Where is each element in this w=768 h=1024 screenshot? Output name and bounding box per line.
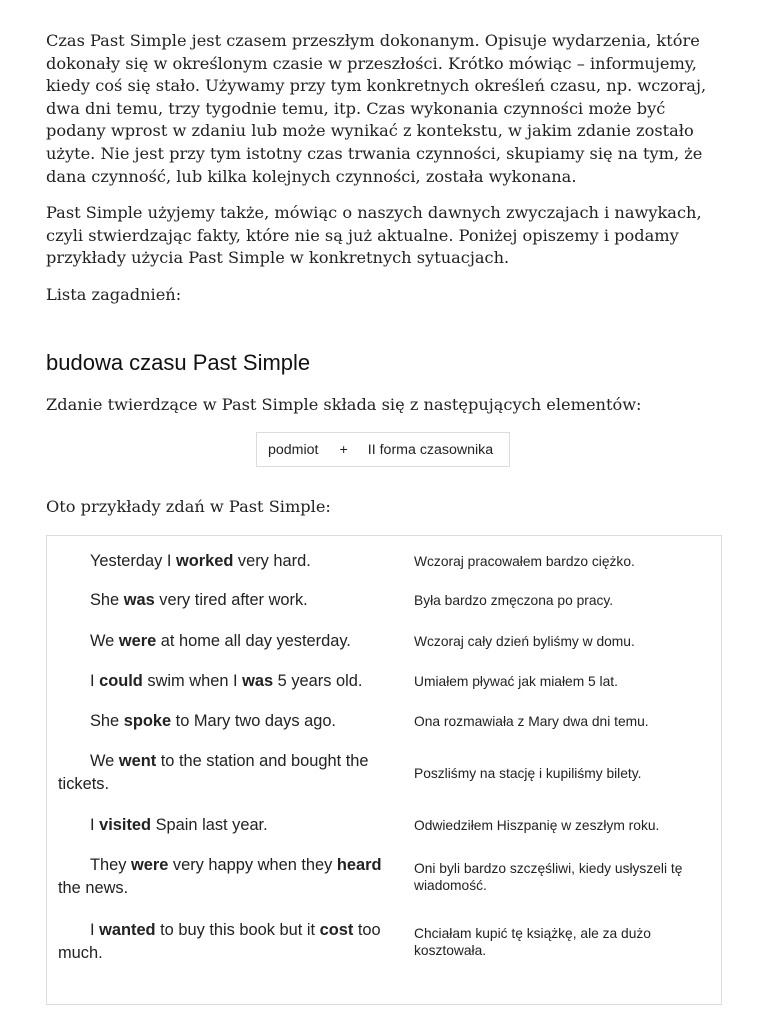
example-polish: Wczoraj cały dzień byliśmy w domu.: [414, 633, 635, 649]
example-english: [47, 814, 403, 837]
verb-highlight: were: [118, 631, 157, 650]
section-intro: Zdanie twierdzące w Past Simple składa się z następujących elementów:: [46, 395, 642, 414]
sentence-text: I: [90, 671, 100, 690]
verb-highlight: was: [123, 591, 155, 609]
example-polish: Odwiedziłem Hiszpanię w zeszłym roku.: [414, 817, 660, 833]
sentence-text: swim when I: [142, 671, 243, 690]
verb-highlight: could: [99, 671, 143, 690]
sentence-text: 5 years old.: [273, 671, 363, 690]
formula-plus: +: [339, 441, 348, 458]
verb-highlight: visited: [99, 815, 152, 834]
table-row: [47, 580, 721, 621]
sentence-text: Spain last year.: [151, 815, 268, 834]
verb-highlight: went: [118, 752, 157, 770]
sentence-text: I: [90, 815, 100, 834]
verb-highlight: were: [131, 856, 169, 874]
topic-list-label: Lista zagadnień:: [46, 284, 182, 304]
table-row: [47, 661, 721, 701]
sentence-text: We: [90, 752, 119, 770]
table-row: [47, 701, 721, 741]
sentence-text: very happy when they: [168, 856, 337, 874]
sentence-text: to the station and bought the tickets.: [58, 752, 369, 793]
sentence-text: They: [90, 856, 131, 874]
verb-highlight: wanted: [99, 921, 156, 939]
verb-highlight: heard: [336, 856, 382, 874]
sentence-text: at home all day yesterday.: [156, 631, 351, 650]
example-english: [47, 750, 403, 796]
sentence-text: very tired after work.: [154, 591, 308, 609]
example-english: [47, 854, 403, 900]
verb-highlight: was: [242, 671, 274, 690]
sentence-text: We: [90, 631, 119, 650]
sentence-text: to buy this book but it: [155, 921, 320, 939]
sentence-text: I: [90, 921, 100, 939]
sentence-text: She: [90, 711, 124, 730]
example-english: [47, 589, 403, 612]
example-english: [47, 919, 403, 965]
example-polish: Ona rozmawiała z Mary dwa dni temu.: [414, 713, 649, 729]
verb-highlight: worked: [175, 551, 234, 570]
sentence-text: very hard.: [233, 551, 311, 570]
examples-table: [46, 535, 722, 1005]
sentence-text: to Mary two days ago.: [171, 711, 336, 730]
paragraph-usage: Past Simple użyjemy także, mówiąc o naszych dawnych zwyczajach i nawykach, czyli stwierdzając fakty, które nie są już aktualne. Poniżej opiszemy i podamy przykłady użycia Past Simple w konkretnych sytuacjach.: [46, 203, 702, 268]
table-row: [47, 909, 721, 975]
verb-highlight: cost: [319, 921, 354, 939]
example-polish: Poszliśmy na stację i kupiliśmy bilety.: [414, 765, 642, 781]
formula-box: [256, 432, 510, 467]
section-heading: budowa czasu Past Simple: [46, 350, 311, 375]
verb-highlight: spoke: [123, 711, 172, 730]
formula-verb: II forma czasownika: [367, 441, 494, 458]
article-body: [46, 30, 722, 962]
examples-label: Oto przykłady zdań w Past Simple:: [46, 497, 331, 516]
example-polish: Wczoraj pracowałem bardzo ciężko.: [414, 553, 635, 569]
example-polish: Chciałam kupić tę książkę, ale za dużo kosztowała.: [414, 926, 651, 958]
paragraph-intro: Czas Past Simple jest czasem przeszłym dokonanym. Opisuje wydarzenia, które dokonały się w określonym czasie w przeszłości. Krótko mówiąc – informujemy, kiedy coś się stało. Używamy przy tym konkretnych określeń czasu, np. wczoraj, dwa dni temu, trzy tygodnie temu, itp. Czas wykonania czynności może być podany wprost w zdaniu lub może wynikać z kontekstu, w jakim zdanie zostało użyte. Nie jest przy tym istotny czas trwania czynności, skupiamy się na tym, że dana czynność, lub kilka kolejnych czynności, została wykonana.: [46, 31, 707, 186]
formula-subject: podmiot: [268, 441, 319, 458]
table-row: [47, 845, 721, 909]
sentence-text: Yesterday I: [90, 551, 176, 570]
example-english: [47, 710, 403, 733]
table-row: [47, 741, 721, 805]
example-english: [47, 630, 403, 653]
table-row: [47, 805, 721, 845]
example-polish: Umiałem pływać jak miałem 5 lat.: [414, 673, 618, 689]
table-row: [47, 621, 721, 661]
sentence-text: She: [90, 591, 124, 609]
sentence-text: the news.: [58, 879, 129, 897]
example-english: [47, 550, 403, 573]
example-english: [47, 670, 403, 693]
table-row: [47, 542, 721, 580]
example-polish: Oni byli bardzo szczęśliwi, kiedy usłyszeli tę wiadomość.: [414, 861, 683, 893]
example-polish: Była bardzo zmęczona po pracy.: [414, 593, 614, 608]
sentence-text: too much.: [58, 921, 381, 962]
